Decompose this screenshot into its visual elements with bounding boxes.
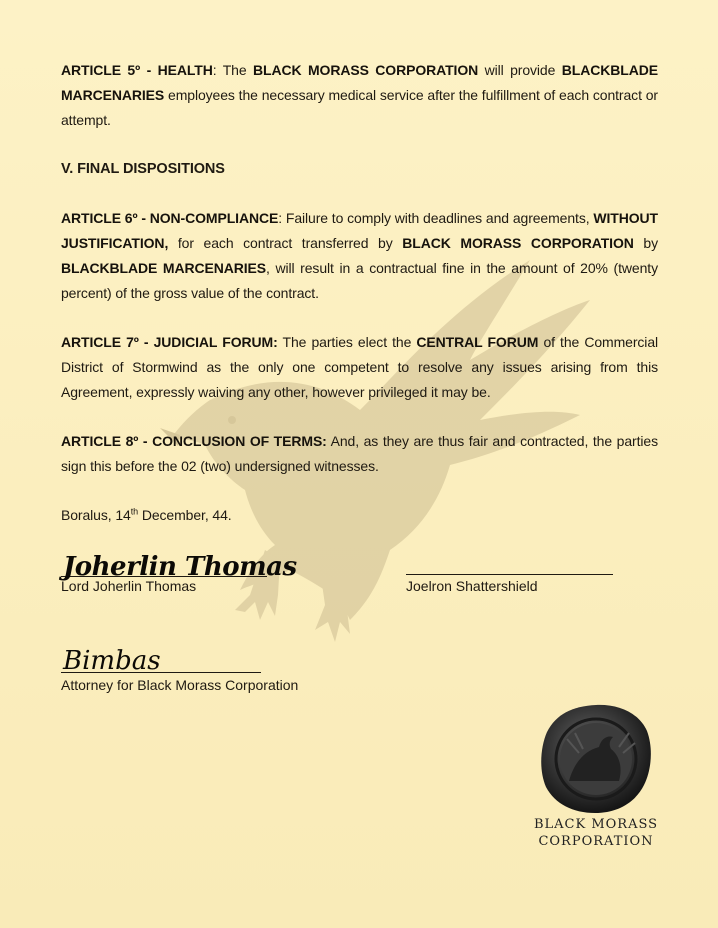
date-ordinal: th bbox=[130, 506, 139, 517]
article-8-text: And, as they are thus fair and contracted, the parties sign this before the 02 (two) undersigned witnesses. bbox=[61, 433, 658, 474]
signer-1-name: Lord Joherlin Thomas bbox=[61, 578, 197, 594]
article-6-text: for each contract transferred by bbox=[168, 235, 403, 251]
central-forum: CENTRAL FORUM bbox=[416, 334, 539, 350]
article-8 bbox=[61, 429, 658, 479]
signer-3-title: Attorney for Black Morass Corporation bbox=[61, 677, 299, 693]
corp-name: BLACK MORASS CORPORATION bbox=[253, 62, 479, 78]
signature-line-3 bbox=[61, 640, 261, 676]
date-rest: December, 44. bbox=[138, 507, 232, 523]
article-7-title: ARTICLE 7º - JUDICIAL FORUM: bbox=[61, 334, 278, 350]
seal-caption bbox=[520, 816, 672, 850]
signature-line-1 bbox=[61, 540, 297, 582]
article-7 bbox=[61, 330, 658, 405]
merc-name: BLACKBLADE MARCENARIES bbox=[61, 260, 267, 276]
article-5-text: will provide bbox=[478, 62, 562, 78]
article-6 bbox=[61, 206, 658, 306]
article-6-text: : Failure to comply with deadlines and agreements, bbox=[278, 210, 594, 226]
seal-line-1: BLACK MORASS bbox=[533, 817, 659, 832]
article-6-text: , will result in a contractual fine in the amount of 20% (twenty percent) of the gross value of the contract. bbox=[61, 260, 658, 301]
article-6-text: by bbox=[633, 235, 658, 251]
signature-joherlin: Joherlin Thomas bbox=[63, 552, 297, 582]
signature-bimbas: Bimbas bbox=[63, 646, 161, 676]
article-6-title: ARTICLE 6º - NON-COMPLIANCE bbox=[61, 210, 279, 226]
signer-2-name: Joelron Shattershield bbox=[406, 578, 538, 594]
seal-line-2: CORPORATION bbox=[538, 834, 654, 849]
article-5-text: employees the necessary medical service after the fulfillment of each contract or attempt. bbox=[61, 87, 658, 128]
date-line bbox=[61, 503, 658, 528]
article-5-title: ARTICLE 5º - HEALTH bbox=[61, 62, 213, 78]
article-5 bbox=[61, 58, 658, 133]
article-8-title: ARTICLE 8º - CONCLUSION OF TERMS: bbox=[61, 433, 327, 449]
article-7-text: of the Commercial District of Stormwind as the only one competent to resolve any issues arising from this Agreement, expressly waiving any other, however privileged it may be. bbox=[61, 334, 659, 400]
without-justification: WITHOUT JUSTIFICATION, bbox=[61, 210, 659, 251]
section-heading: V. FINAL DISPOSITIONS bbox=[61, 161, 225, 177]
article-5-text: : The bbox=[212, 62, 254, 78]
signature-line-2 bbox=[406, 540, 613, 575]
corp-name: BLACK MORASS CORPORATION bbox=[402, 235, 634, 251]
wax-seal-icon bbox=[539, 703, 653, 815]
contract-body bbox=[61, 58, 658, 528]
article-7-text: The parties elect the bbox=[277, 334, 417, 350]
date-place: Boralus, 14 bbox=[61, 507, 131, 523]
merc-name: BLACKBLADE MARCENARIES bbox=[61, 62, 658, 103]
